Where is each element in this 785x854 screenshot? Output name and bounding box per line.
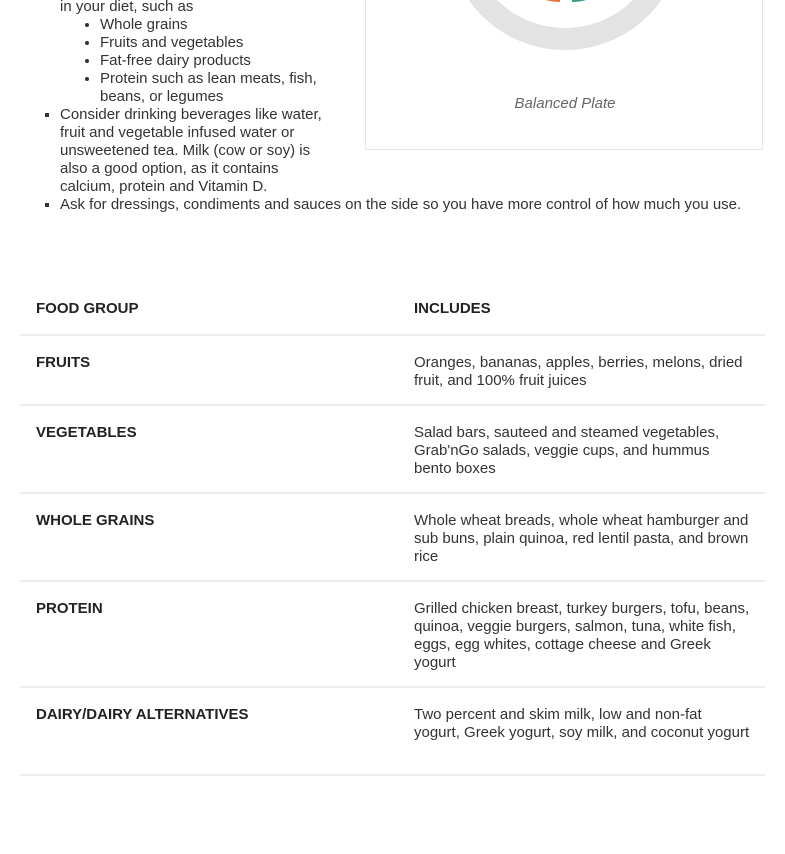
includes-cell: Salad bars, sauteed and steamed vegetables, Grab'nGo salads, veggie cups, and hummus bento boxes	[414, 424, 720, 477]
diet-intro-text: in your diet, such as	[60, 0, 194, 15]
sublist-item: • Whole grains	[100, 16, 335, 34]
includes-cell: Two percent and skim milk, low and non-fat yogurt, Greek yogurt, soy milk, and coconut yogurt	[414, 706, 750, 741]
includes-cell: Grilled chicken breast, turkey burgers, tofu, beans, quinoa, veggie burgers, salmon, tuna, white fish, eggs, egg whites, cottage cheese and Greek yogurt	[414, 600, 750, 671]
figure-caption: Balanced Plate	[514, 95, 616, 112]
sublist-item: • Fat-free dairy products	[100, 52, 335, 70]
sublist-item: • Protein such as lean meats, fish, beans, or legumes	[100, 70, 335, 106]
food-group-cell: VEGETABLES	[36, 424, 137, 441]
food-group-cell: WHOLE GRAINS	[36, 512, 155, 529]
table-row	[20, 582, 765, 688]
header-includes: INCLUDES	[414, 300, 491, 317]
list-item-dressings: ▪ Ask for dressings, condiments and sauces on the side so you have more control of how much you use.	[60, 196, 785, 214]
table-header-row	[20, 282, 765, 336]
table-row	[20, 494, 765, 582]
header-food-group: FOOD GROUP	[36, 300, 139, 317]
table-row	[20, 336, 765, 406]
food-type-sublist	[60, 16, 335, 106]
includes-cell: Whole wheat breads, whole wheat hamburger and sub buns, plain quinoa, red lentil pasta, and brown rice	[414, 512, 749, 565]
food-group-cell: DAIRY/DAIRY ALTERNATIVES	[36, 706, 249, 723]
list-item-beverages: ▪ Consider drinking beverages like water, fruit and vegetable infused water or unsweetened tea. Milk (cow or soy) is also a good option, as it contains calcium, protein and Vitamin D.	[60, 106, 330, 196]
table-row	[20, 406, 765, 494]
balanced-plate-image	[446, 0, 684, 50]
food-group-cell: PROTEIN	[36, 600, 103, 617]
sublist-item: • Fruits and vegetables	[100, 34, 335, 52]
balanced-plate-figure	[365, 0, 763, 150]
includes-cell: Oranges, bananas, apples, berries, melons, dried fruit, and 100% fruit juices	[414, 354, 743, 389]
list-item-diet	[60, 0, 335, 106]
food-group-table	[20, 282, 765, 776]
food-group-cell: FRUITS	[36, 354, 91, 371]
table-row	[20, 688, 765, 776]
